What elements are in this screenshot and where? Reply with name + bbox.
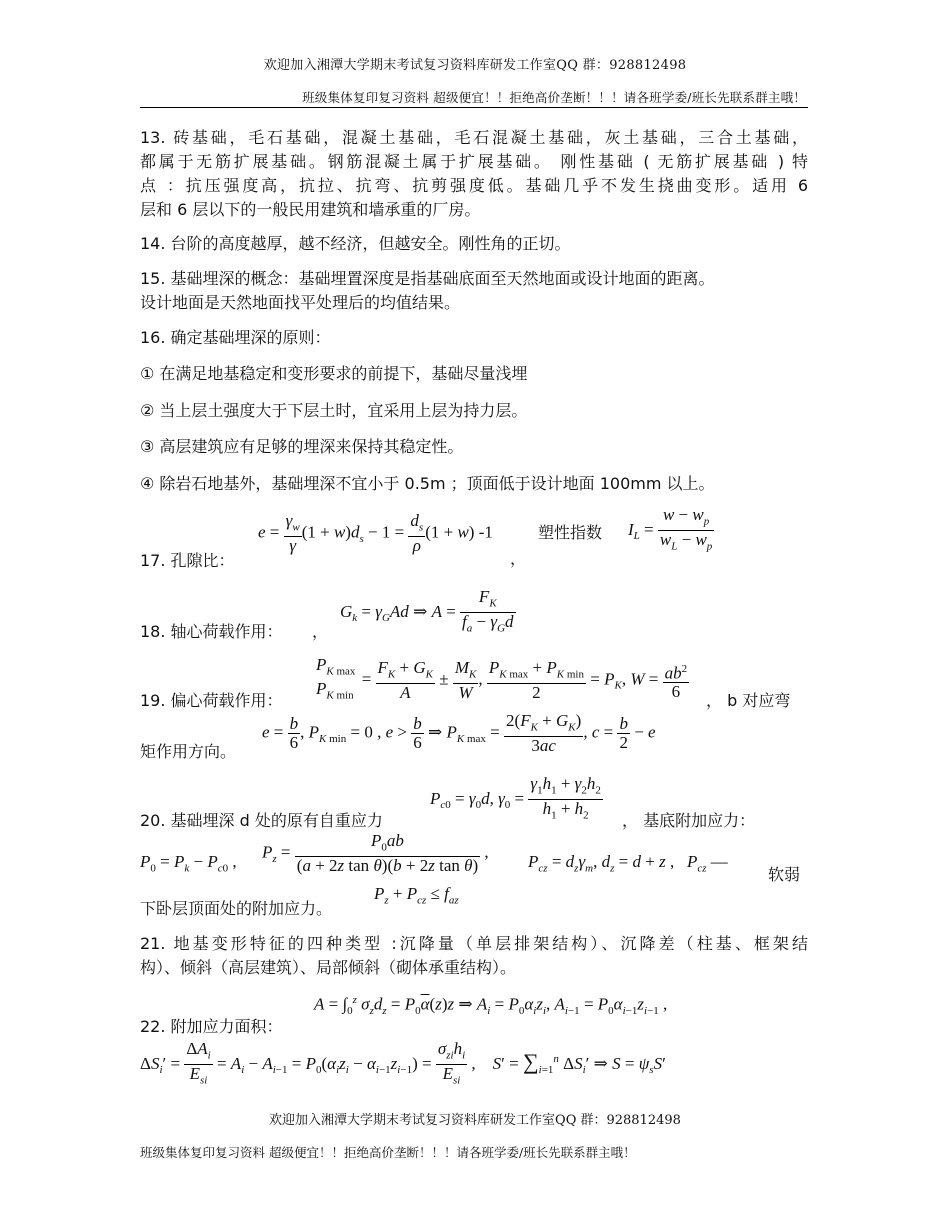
para-16-item-3: ③ 高层建筑应有足够的埋深来保持其稳定性。 (140, 437, 464, 456)
para-17-plastic-label: 塑性指数 (538, 523, 603, 542)
header-line-2: 班级集体复印复习资料 超级便宜！！拒绝高价垄断！！！请各班学委/班长先联系群主哦！ (302, 90, 806, 105)
para-14: 14. 台阶的高度越厚，越不经济，但越安全。刚性角的正切。 (140, 234, 571, 253)
para-16-item-4: ④ 除岩石地基外，基础埋深不宜小于 0.5m ；顶面低于设计地面 100mm 以上。 (140, 474, 715, 493)
void-ratio-formula: e = $\frac{\gamma_w}{\gamma}$ $(1 + w)d_s - 1$ = $\frac{d_s}{\rho}$ (1 + w) -1 (258, 511, 493, 556)
para-22-label: 22. 附加应力面积： (140, 1017, 283, 1036)
eccentric-load-formula-2: e = $\frac{b}{6}$ , $P_{K min} = 0$ , e > $\frac{b}{6}$ ⇒ $P_{K max}$ = $\frac{2(F_K + G_K)}{3ac}$ , c = $\frac{b}{2}$ − e (262, 711, 656, 756)
para-19-tail: ， b 对应弯 (706, 691, 791, 710)
para-16-item-2: ② 当上层土强度大于下层土时，宜采用上层为持力层。 (140, 401, 528, 420)
para-18-label: 18. 轴心荷载作用： (140, 622, 283, 641)
para-20-soft: 软弱 (768, 865, 801, 884)
stress-area-formula-1: $A = \int_0^z$ $\sigma_zd_z = P_0\overline{\alpha}(z)z$ ⇒ $A_i = P_0\alpha_iz_i$, $A_{i-1} = P_0\alpha_{i-1}z_{i-1}$ , (314, 994, 668, 1018)
para-15-line-2: 设计地面是天然地面找平处理后的均值结果。 (140, 293, 461, 312)
self-weight-underlying-formula: $P_{cz} = d_z\gamma_m$, $d_z = d + z$ , $P_{cz}$ — (528, 852, 728, 875)
para-13-line-3: 点 ：抗压强度高，抗拉、抗弯、抗剪强度低。基础几乎不发生挠曲变形。适用 6 (140, 176, 808, 195)
axial-load-formula: $G_k = \gamma_GAd$ ⇒ A = $\frac{F_K}{f_a - \gamma_Gd}$ (340, 588, 516, 638)
footer-line-2: 班级集体复印复习资料 超级便宜！！拒绝高价垄断！！！请各班学委/班长先联系群主哦！ (140, 1145, 636, 1160)
underlying-layer-stress-formula: $P_z$ = $\frac{P_0ab}{\text{(a + 2z tan θ)(b + 2z tan θ)}}$ , (262, 831, 489, 876)
footer-line-1: 欢迎加入湘潭大学期末考试复习资料库研发工作室QQ 群：928812498 (269, 1113, 681, 1128)
para-13-line-4: 层和 6 层以下的一般民用建筑和墙承重的厂房。 (140, 200, 481, 219)
self-weight-stress-formula: $P_{c0} = \gamma_0d$, $\gamma_0$ = $\frac{\gamma_1h_1 + \gamma_2h_2}{h_1 + h_2}$ (430, 775, 603, 825)
para-21-line-1: 21. 地基变形特征的四种类型 :沉降量（单层排架结构）、沉降差（柱基、框架结 (140, 934, 808, 953)
para-13-line-2: 都属于无筋扩展基础。钢筋混凝土属于扩展基础。 刚性基础 ( 无筋扩展基础 ) 特 (140, 152, 808, 171)
eccentric-load-formula-1: $P_{K max}$ $P_{K min}$ = $\frac{F_K + G_K}{A}$ ± $\frac{M_K}{W}$ , $\frac{P_{K max} + P_{K min}}{2}$ = $P_K$, W = $\frac{ab^2}{6}$ (316, 655, 688, 703)
para-20-line-3: 下卧层顶面处的附加应力。 (140, 899, 333, 918)
para-16-title: 16. 确定基础埋深的原则： (140, 328, 331, 347)
header-line-1: 欢迎加入湘潭大学期末考试复习资料库研发工作室QQ 群：928812498 (263, 58, 687, 73)
para-17-comma: ， (510, 549, 527, 568)
stress-area-formula-2: $\Delta S_i'$ = $\frac{\Delta A_i}{E_{si}}$ = $A_i - A_{i-1} = P_0(\alpha_iz_i - \alpha_{i-1}z_{i-1})$ = $\frac{\sigma_{zi}h_i}{E_{si}}$ , $S' = \sum_{i=1}^n$ $\Delta S_i'$ ⇒ $S = \psi_sS'$ (140, 1040, 666, 1090)
para-20-tail: ， 基底附加应力： (622, 811, 756, 830)
plasticity-index-formula: $I_L$ = $\frac{w - w_p}{w_L - w_p}$ (628, 506, 714, 556)
para-20-label: 20. 基础埋深 d 处的原有自重应力 (140, 811, 383, 830)
para-19-line-2: 矩作用方向。 (140, 742, 237, 761)
para-17-label: 17. 孔隙比： (140, 551, 235, 570)
para-15-line-1: 15. 基础埋深的概念：基础埋置深度是指基础底面至天然地面或设计地面的距离。 (140, 269, 715, 288)
para-19-label: 19. 偏心荷载作用： (140, 691, 283, 710)
bearing-check-formula: $P_z + P_{cz} \le f_{az}$ (374, 884, 459, 907)
para-16-item-1: ① 在满足地基稳定和变形要求的前提下，基础尽量浅埋 (140, 364, 528, 383)
para-13-line-1: 13. 砖基础，毛石基础，混凝土基础，毛石混凝土基础，灰土基础，三合土基础， (140, 128, 808, 147)
additional-stress-formula: $P_0 = P_k - P_{c0}$ , (140, 852, 237, 875)
header-rule (140, 107, 808, 108)
para-21-line-2: 构）、倾斜（高层建筑）、局部倾斜（砌体承重结构）。 (140, 958, 517, 977)
para-18-comma: ， (312, 622, 329, 641)
